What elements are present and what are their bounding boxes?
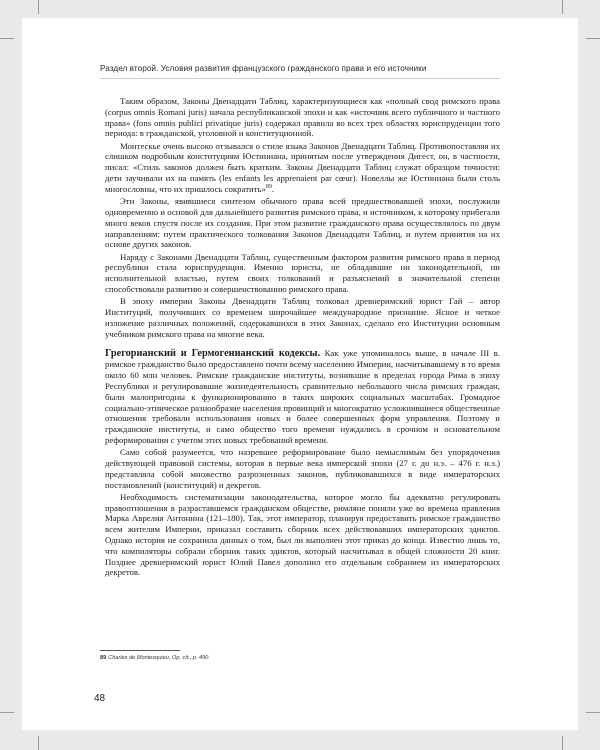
paragraph-2-end: . [271,183,275,194]
footnote-reference: 89 [265,183,272,190]
crop-mark-bottom-right [586,712,600,713]
crop-mark-bottom-left [0,712,14,713]
running-head: Раздел второй. Условия развития французского гражданского права и его источники [100,64,427,73]
crop-mark-top-left-v [38,0,39,14]
crop-mark-top-right [586,38,600,39]
paragraph-2-text: Монтескье очень высоко отзывался о стиле языка Законов Двенадцати Таблиц. Противопоставляя их слишком подробным конституциям Юстиниана, принятым после утверждения Дигест, он, в частности, писал: «Стиль законов должен быть кратким. Законы Двенадцати Таблиц служат образцом точности: дети заучивали их на память (les enfants les apprenaient par cœur). Новеллы же Юстиниана были столь многословны, что их пришлось сократить» [105,140,500,194]
footnote-number: 89 [100,655,107,661]
paragraph-1: Таким образом, Законы Двенадцати Таблиц, характеризующиеся как «полный свод римского права (corpus omnis Romani juris) начала республиканской эпохи и как «источник всего публичного и частного права» (fons omnis publici privatique juris) содержал правила во всех трех областях юриспруденции того периода: в гражданской, уголовной и конституционной. [105,96,500,139]
paragraph-7: Само собой разумеется, что назревшее реформирование было немыслимым без упорядочения действующей правовой системы, которая в первые века имперской эпохи (27 г. до н.э. – 476 г. н.э.) представляла собой множество разрозненных законов, публиковавшихся в виде императорских постановлений (конституций) и декретов. [105,447,500,490]
paragraph-8: Необходимость систематизации законодательства, которое могло бы адекватно регулировать правоотношения в разраставшемся гражданском обществе, римляне поняли уже во времена правления Марка Аврелия Антонина (121–180). Так, этот император, планируя предоставить римское гражданство всем жителям Империи, приказал составить сборник всех действовавших императорских эдиктов. Однако история не сохранила данных о том, был ли выполнен этот приказ до конца. Известно лишь то, что компиляторы собрали сборник таких эдиктов, который насчитывал в общей сложности 20 книг. Позднее древнеримский юрист Юлий Павел дополнил его отдельным собранием из императорских декретов. [105,491,500,578]
crop-mark-top-right-v [562,0,563,14]
footnote [100,655,400,661]
paragraph-4: Наряду с Законами Двенадцати Таблиц, существенным фактором развития римского права в период республики стала юриспруденция. Именно юристы, не обладавшие ни законодательной, ни исполнительной властью, путем своих толкований и разъяснений в значительной степени способствовали развитию и совершенствованию римского права. [105,251,500,295]
paragraph-6-text: Как уже упоминалось выше, в начале III в. римское гражданство было предоставлено почти всему населению Империи, насчитывавшему в то время около 60 млн человек. Римские гражданские институты, возникшие в пределах города Рима в эпоху Республики и регулировавшие жизнедеятельность сравнительно небольшого числа римских граждан, были малопригодны к функционированию в таких широких социальных масштабах. Громадное социально-этническое разнообразие населения провинций и многократно усложнившиеся общественные отношения требовали использования новых и более совершенных форм управления. Поэтому и гражданские институты, и само общество того времени нуждались в срочном и основательном реформировании с учетом этих новых требований времени. [105,347,500,445]
paragraph-6 [105,348,500,446]
header-rule [100,78,500,79]
footnote-text: Charles de Montesquieu, Op. cit., p. 490. [108,655,210,661]
footnote-rule [100,650,180,651]
paragraph-3: Эти Законы, явившиеся синтезом обычного права всей предшествовавшей эпохи, послужили одновременно и основой для дальнейшего развития римского права, и источником, к которому прибегали много веков спустя после их создания. При этом развитие гражданского права осуществлялось по двум направлениям: путем практического толкования Законов Двенадцати Таблиц, и путем принятия на их основе других законов. [105,196,500,250]
paragraph-5: В эпоху империи Законы Двенадцати Таблиц толковал древнеримский юрист Гай – автор Институций, получивших со временем широчайшее международное признание. Ясное и четкое изложение различных положений, содержавшихся в этих Законах, сделало его Институции основным учебником римского права на многие века. [105,296,500,339]
crop-mark-bottom-right-v [562,736,563,750]
body-text [105,96,500,580]
crop-mark-bottom-left-v [38,736,39,750]
section-title: Грегорианский и Гермогенианский кодексы. [105,347,321,359]
page-number: 48 [94,693,106,704]
paragraph-2 [105,141,500,195]
crop-mark-top-left [0,38,14,39]
